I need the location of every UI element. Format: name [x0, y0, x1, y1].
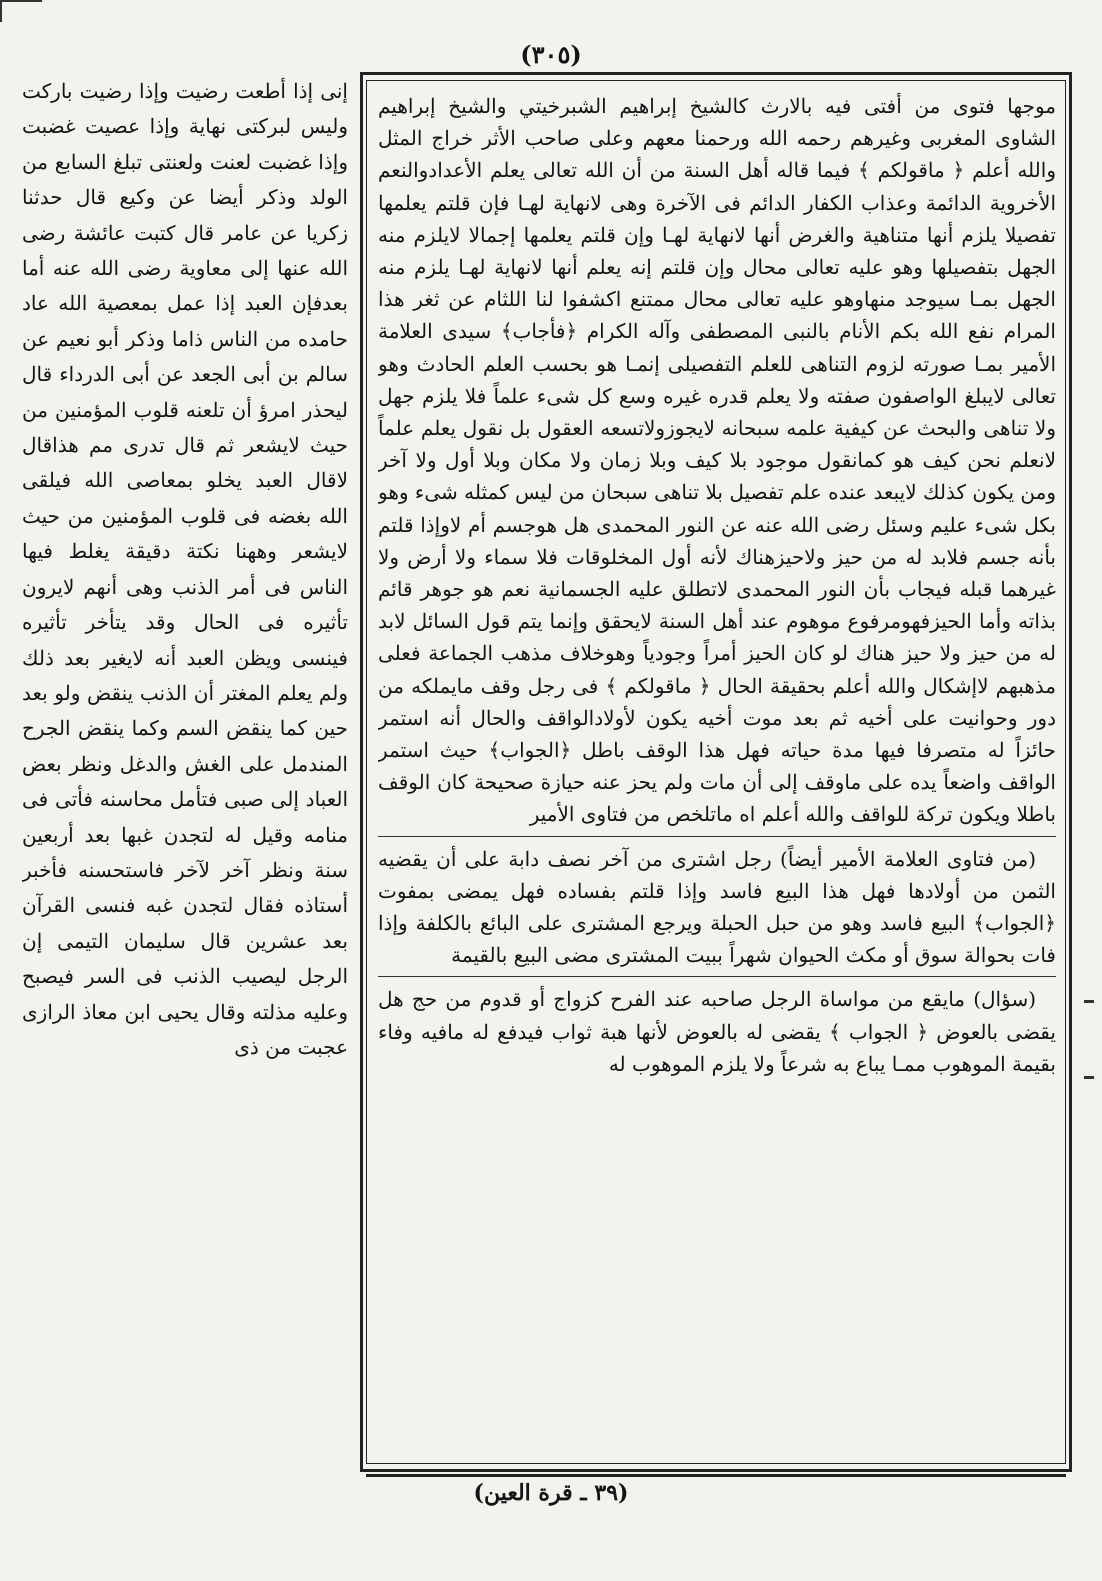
bottom-rule — [366, 1474, 1066, 1477]
margin-tick-mark — [1084, 1076, 1094, 1079]
margin-tick-mark — [1084, 1000, 1094, 1003]
side-column — [22, 74, 348, 1474]
main-text-block-1: موجها فتوى من أفتى فيه بالارث كالشيخ إبراهيم الشبرخيتي والشيخ إبراهيم الشاوى المغربى وغيرهم رحمه الله ورحمنا معهم وعلى صاحب الأثر خراج المثل والله أعلم ﴿ ماقولكم ﴾ فيما قاله أهل السنة من أن الله تعالى يعلم الأعدادوالنعم الأخروية الدائمة وعذاب الكفار الدائم فى الآخرة وهى لانهاية لهـا فإن قلتم يعلمها تفصيلا يلزم أنها متناهية والغرض أنها لانهاية لهـا وإن قلتم يعلمها إجمالا لايلزم منه الجهل بتفصيلها وهو عليه تعالى محال وإن قلتم إنه يعلم أنها لانهاية لهـا يلزم منه الجهل بمـا سيوجد منهاوهو عليه تعالى محال ممتنع اكشفوا لنا اللثام عن ثغر هذا المرام نفع الله بكم الأنام بالنبى المصطفى وآله الكرام ﴿فأجاب﴾ سيدى العلامة الأمير بمـا صورته لزوم التناهى للعلم التفصيلى إنمـا هو بحسب العلم الحادث وهو تعالى لايبلغ الواصفون صفته ولا يعلم قدره غيره وسع كل شىء علماً فلا يلزم جهل ولا تناهى والبحث عن كيفية علمه سبحانه لايجوزولاتسعه العقول بل نقول يعلم علماً لانعلم نحن كيف هو كمانقول موجود بلا كيف وبلا زمان ولا مكان وبلا أول ولا آخر ومن يكون كذلك لايبعد عنده علم تفصيل بلا تناهى سبحان من ليس كمثله شىء وهو بكل شىء عليم وسئل رضى الله عنه عن النور المحمدى هل هوجسم أم لاوإذا قلتم بأنه جسم فلابد له من حيز ولاحيزهناك لأنه أول المخلوقات فلا سماء ولا أرض ولا غيرهما قبله فيجاب بأن النور المحمدى لاتطلق عليه الجسمانية نعم هو جوهر قائم بذاته وأما الحيزفهومرفوع موهوم عند أهل السنة لايحقق وإنما يتم قول السائل لابد له من حيز ولا حيز هناك لو كان الحيز أمراً وجودياً وهوخلاف مذهب الجماعة فعلى مذهبهم لاإشكال والله أعلم بحقيقة الحال ﴿ ماقولكم ﴾ فى رجل وقف مايملكه من دور وحوانيت على أخيه ثم بعد موت أخيه يكون لأولادالواقف والحال أنه استمر حائزاً له متصرفا فيها مدة حياته فهل هذا الوقف باطل ﴿الجواب﴾ حيث استمر الواقف واضعاً يده على ماوقف إلى أن مات ولم يحز عنه حيازة صحيحة كان الوقف باطلا ويكون تركة للواقف والله أعلم اه ماتلخص من فتاوى الأمير — [378, 94, 1056, 827]
footer-signature: (٣٩ ـ قرة العين) — [473, 1480, 629, 1506]
section-divider — [378, 836, 1056, 837]
main-column — [378, 90, 1056, 1460]
side-text: إنى إذا أطعت رضيت وإذا رضيت باركت وليس لبركتى نهاية وإذا عصيت غضبت وإذا غضبت لعنت ولعنتى تبلغ السابع من الولد وذكر أيضا عن وكيع قال حدثنا زكريا عن عامر قال كتبت عائشة رضى الله عنها إلى معاوية رضى الله عنه أما بعدفإن العبد إذا عمل بمعصية الله عاد حامده من الناس ذاما وذكر أبو نعيم عن سالم بن أبى الجعد عن أبى الدرداء قال ليحذر امرؤ أن تلعنه قلوب المؤمنين من حيث لايشعر ثم قال تدرى مم هذاقال لاقال العبد يخلو بمعاصى الله فيلقى الله بغضه فى قلوب المؤمنين من حيث لايشعر وههنا نكتة دقيقة يغلط فيها الناس فى أمر الذنب وهى أنهم لايرون تأثيره فى الحال وقد يتأخر تأثيره فينسى ويظن العبد أنه لايغير بعد ذلك ولم يعلم المغتر أن الذنب ينقض ولو بعد حين كما ينقض السم وكما ينقض الجرح المندمل على الغش والدغل ونظر بعض العباد إلى صبى فتأمل محاسنه فأتى فى منامه وقيل له لتجدن غبها بعد أربعين سنة ونظر آخر لآخر فاستحسنه فأخبر أستاذه فقال لتجدن غبه فنسى القرآن بعد عشرين قال سليمان التيمى إن الرجل ليصيب الذنب فى السر فيصبح وعليه مذلته وقال يحيى ابن معاذ الرازى عجبت من ذى — [22, 79, 348, 1059]
main-text-block-2: (من فتاوى العلامة الأمير أيضاً) رجل اشترى من آخر نصف دابة على أن يقضيه الثمن من أولادها فهل هذا البيع فاسد وإذا قلتم بفساده فهل يمضى بمفوت ﴿الجواب﴾ البيع فاسد وهو من حبل الحبلة ويرجع المشترى على البائع بالكلفة وإذا فات بحوالة سوق أو مكث الحيوان شهراً ببيت المشترى مضى البيع بالقيمة — [378, 846, 1056, 968]
section-divider — [378, 976, 1056, 977]
main-text-block-3: (سؤال) مايقع من مواساة الرجل صاحبه عند الفرح كزواج أو قدوم من حج هل يقضى بالعوض ﴿ الجواب ﴾ يقضى له بالعوض لأنها هبة ثواب فيدفع له مافيه وفاء بقيمة الموهوب ممـا يباع به شرعاً ولا يلزم الموهوب له — [378, 987, 1056, 1076]
page-number: (٣٠٥) — [520, 40, 582, 69]
corner-crop-mark — [0, 0, 42, 22]
